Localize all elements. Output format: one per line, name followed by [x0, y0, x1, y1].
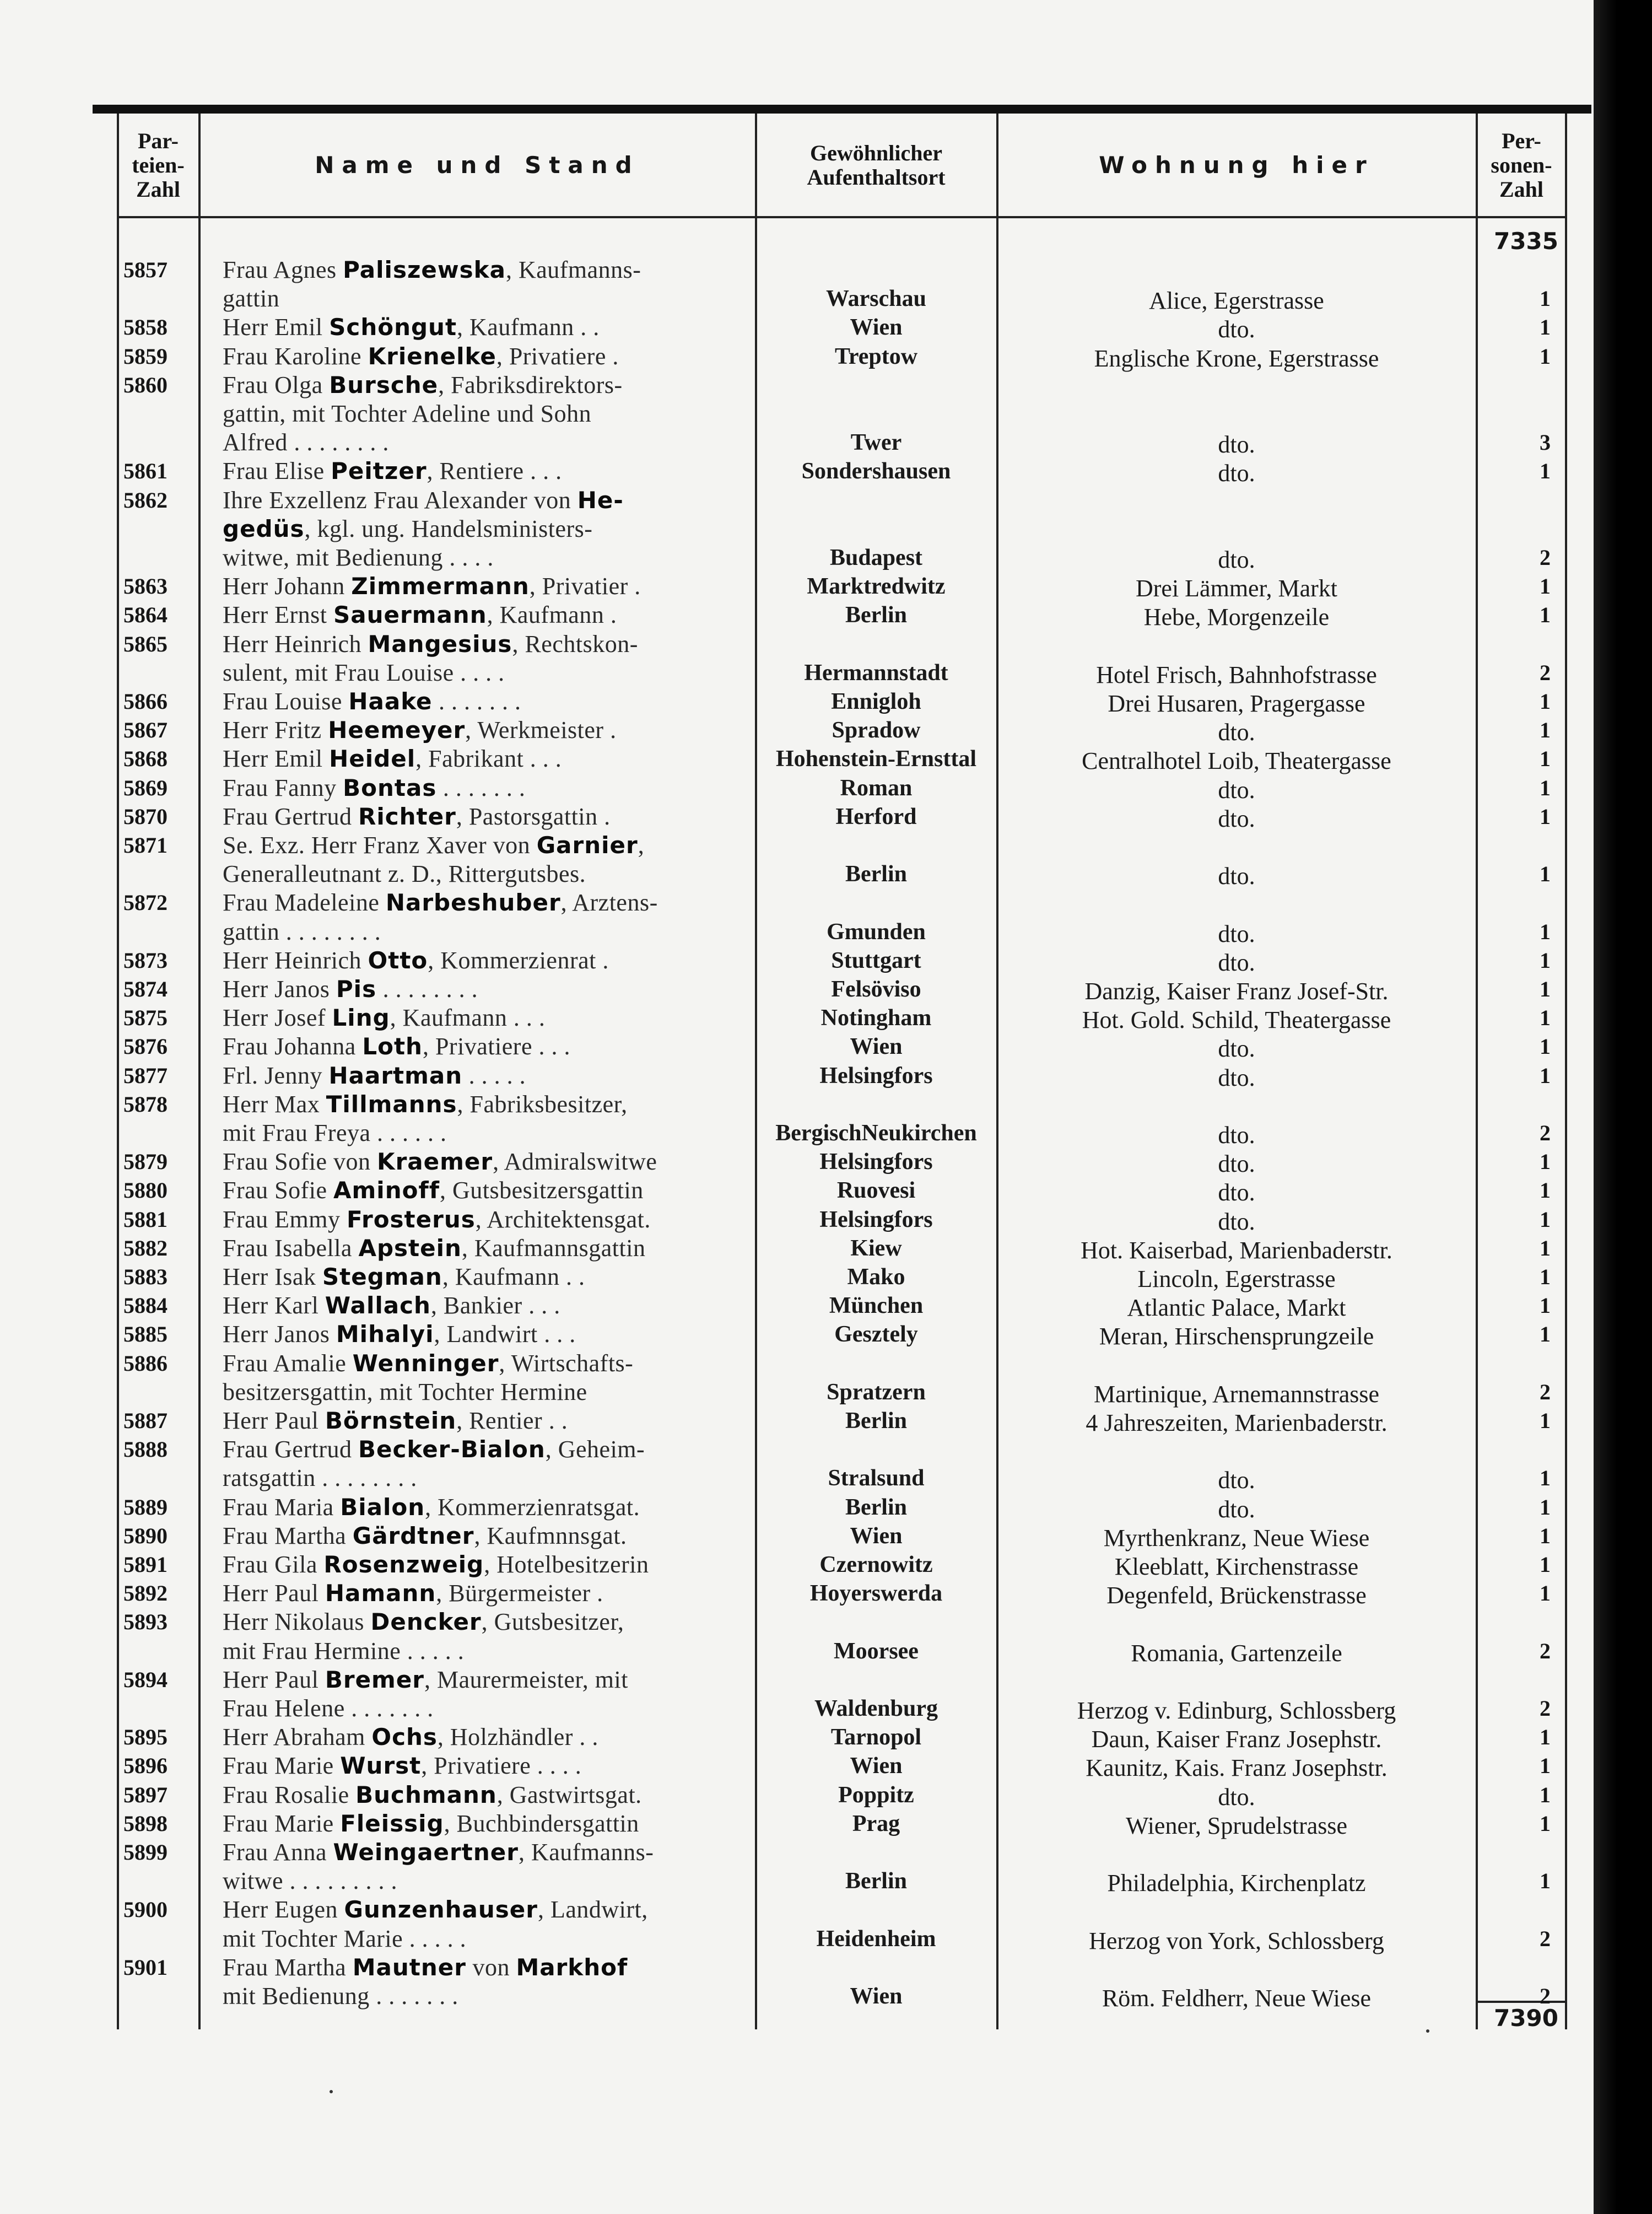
party-number: 5883 [123, 1264, 168, 1289]
entry-origin: Heidenheim [816, 1926, 936, 1952]
entry-origin: Berlin [845, 861, 907, 887]
top-rule [93, 105, 1591, 114]
party-number: 5872 [123, 890, 168, 915]
entry-person-count: 1 [1540, 1753, 1551, 1779]
entry-name-line: Frau Agnes Paliszewska, Kaufmanns- [223, 256, 641, 283]
entry-name-line: Herr Janos Pis . . . . . . . . [223, 976, 478, 1003]
entry-person-count: 1 [1540, 861, 1551, 887]
entry-name-line: Frau Madeleine Narbeshuber, Arztens- [223, 889, 658, 917]
party-number: 5891 [123, 1552, 168, 1577]
party-number: 5878 [123, 1091, 168, 1117]
entry-person-count: 1 [1540, 1466, 1551, 1491]
entry-origin: Stuttgart [831, 947, 921, 973]
entry-residence: dto. [1218, 1495, 1255, 1523]
entry-name-line: gattin . . . . . . . . [223, 918, 381, 945]
entry-residence: Englische Krone, Egerstrasse [1094, 344, 1379, 372]
entry-origin: Hermannstadt [804, 660, 948, 686]
entry-name-line: mit Frau Freya . . . . . . [223, 1119, 447, 1146]
entry-name-line: Frau Elise Peitzer, Rentiere . . . [223, 457, 562, 485]
entry-person-count: 2 [1540, 1926, 1551, 1951]
entry-origin: Twer [850, 430, 902, 456]
entry-person-count: 1 [1540, 286, 1551, 311]
party-number: 5881 [123, 1206, 168, 1232]
entry-person-count: 1 [1540, 1408, 1551, 1433]
entry-name-line: mit Frau Hermine . . . . . [223, 1637, 465, 1664]
entry-name-line: Frau Marie Fleissig, Buchbindersgattin [223, 1809, 639, 1837]
entry-origin: Ennigloh [831, 689, 921, 714]
header-name-and-status: Name und Stand [315, 152, 640, 179]
entry-origin: Helsingfors [819, 1206, 933, 1232]
entry-person-count: 1 [1540, 1293, 1551, 1318]
entry-name-line: Herr Karl Wallach, Bankier . . . [223, 1292, 560, 1319]
entry-name-line: Ihre Exzellenz Frau Alexander von He- [223, 486, 624, 514]
entry-name-line: Herr Emil Schöngut, Kaufmann . . [223, 314, 600, 341]
entry-residence: Hot. Kaiserbad, Marienbaderstr. [1081, 1236, 1392, 1264]
final-total: 7390 [1494, 2005, 1558, 2032]
entry-name-line: Frau Sofie von Kraemer, Admiralswitwe [223, 1148, 657, 1176]
entry-residence: dto. [1218, 863, 1255, 890]
entry-origin: Notingham [820, 1005, 932, 1031]
party-number: 5864 [123, 602, 168, 628]
party-number: 5863 [123, 574, 168, 599]
entry-name-line: mit Tochter Marie . . . . . [223, 1925, 467, 1952]
party-number: 5888 [123, 1437, 168, 1462]
entry-residence: Degenfeld, Brückenstrasse [1106, 1582, 1367, 1609]
party-number: 5874 [123, 977, 168, 1001]
entry-residence: dto. [1218, 460, 1255, 487]
party-number: 5861 [123, 459, 168, 484]
entry-name-line: gedüs, kgl. ung. Handelsministers- [223, 515, 593, 542]
entry-person-count: 1 [1540, 746, 1551, 772]
entry-origin: Roman [840, 775, 913, 801]
entry-residence: dto. [1218, 920, 1255, 947]
entry-residence: Hebe, Morgenzeile [1143, 604, 1330, 631]
entry-person-count: 1 [1540, 1149, 1551, 1175]
entry-residence: Meran, Hirschensprungzeile [1099, 1323, 1374, 1350]
entry-person-count: 2 [1540, 1121, 1551, 1145]
entry-residence: dto. [1218, 1122, 1255, 1149]
entry-residence: Hot. Gold. Schild, Theatergasse [1082, 1006, 1391, 1034]
column-line [198, 114, 201, 2029]
entry-person-count: 1 [1540, 1725, 1551, 1750]
entry-origin: Berlin [845, 602, 907, 628]
party-number: 5900 [123, 1897, 168, 1922]
entry-origin: Wien [850, 1523, 903, 1549]
entry-person-count: 1 [1540, 1494, 1551, 1520]
entry-name-line: Frau Gertrud Becker-Bialon, Geheim- [223, 1436, 645, 1463]
entry-name-line: witwe . . . . . . . . . [223, 1867, 398, 1895]
entry-name-line: sulent, mit Frau Louise . . . . [223, 659, 505, 686]
party-number: 5860 [123, 372, 168, 397]
entry-person-count: 1 [1540, 1034, 1551, 1059]
entry-residence: Alice, Egerstrasse [1149, 287, 1324, 315]
entry-name-line: Alfred . . . . . . . . [223, 429, 389, 456]
entry-person-count: 1 [1540, 343, 1551, 369]
entry-person-count: 2 [1540, 1379, 1551, 1404]
entry-person-count: 1 [1540, 1178, 1551, 1203]
entry-origin: Tarnopol [830, 1725, 922, 1750]
entry-name-line: Frau Helene . . . . . . . [223, 1695, 434, 1722]
entry-name-line: Herr Abraham Ochs, Holzhändler . . [223, 1723, 598, 1751]
party-number: 5890 [123, 1523, 168, 1548]
header-usual-residence: Gewöhnlicher Aufenthaltsort [807, 141, 946, 190]
entry-name-line: Frl. Jenny Haartman . . . . . [223, 1062, 526, 1089]
entry-origin: Kiew [850, 1235, 902, 1261]
entry-residence: dto. [1218, 1783, 1255, 1811]
party-number: 5884 [123, 1293, 168, 1318]
entry-residence: Daun, Kaiser Franz Josephstr. [1091, 1726, 1382, 1753]
party-number: 5859 [123, 343, 168, 369]
entry-person-count: 1 [1540, 574, 1551, 599]
entry-name-line: Herr Fritz Heemeyer, Werkmeister . [223, 717, 617, 744]
header-person-count: Per- sonen- Zahl [1491, 128, 1552, 202]
entry-person-count: 1 [1540, 1552, 1551, 1577]
entry-origin: Wien [850, 1984, 903, 2009]
entry-origin: Waldenburg [814, 1696, 938, 1721]
entry-person-count: 1 [1540, 1206, 1551, 1232]
entry-residence: dto. [1218, 1179, 1255, 1206]
party-number: 5885 [123, 1322, 168, 1347]
entry-person-count: 1 [1540, 718, 1551, 743]
entry-origin: Hoyerswerda [809, 1581, 943, 1607]
entry-residence: Philadelphia, Kirchenplatz [1107, 1870, 1366, 1897]
entry-name-line: Frau Maria Bialon, Kommerzienratsgat. [223, 1493, 640, 1521]
entry-residence: dto. [1218, 949, 1255, 976]
entry-name-line: Herr Ernst Sauermann, Kaufmann . [223, 601, 617, 629]
entry-person-count: 1 [1540, 1005, 1551, 1031]
entry-residence: Kleeblatt, Kirchenstrasse [1114, 1553, 1359, 1580]
column-line [1565, 114, 1567, 2029]
entry-origin: Gesztely [834, 1322, 918, 1348]
entry-name-line: Frau Louise Haake . . . . . . . [223, 688, 521, 715]
entry-origin: Moorsee [834, 1638, 919, 1664]
party-number: 5857 [123, 257, 168, 282]
entry-name-line: Frau Anna Weingaertner, Kaufmanns- [223, 1839, 654, 1866]
party-number: 5897 [123, 1782, 168, 1807]
entry-person-count: 1 [1540, 775, 1551, 800]
entry-origin: Wien [850, 315, 903, 341]
entry-name-line: Frau Martha Mautner von Markhof [223, 1953, 628, 1981]
entry-name-line: Frau Rosalie Buchmann, Gastwirtsgat. [223, 1781, 642, 1808]
party-number: 5901 [123, 1954, 168, 1980]
entry-residence: Herzog von York, Schlossberg [1089, 1927, 1384, 1954]
entry-name-line: Frau Gila Rosenzweig, Hotelbesitzerin [223, 1551, 649, 1578]
party-number: 5871 [123, 833, 168, 858]
entry-person-count: 1 [1540, 459, 1551, 484]
entry-residence: Centralhotel Loib, Theatergasse [1082, 747, 1391, 775]
entry-person-count: 1 [1540, 689, 1551, 714]
entry-residence: Wiener, Sprudelstrasse [1125, 1812, 1348, 1839]
entry-name-line: Herr Emil Heidel, Fabrikant . . . [223, 745, 562, 773]
entry-person-count: 1 [1540, 947, 1551, 973]
entry-name-line: Frau Olga Bursche, Fabriksdirektors- [223, 371, 623, 398]
party-number: 5882 [123, 1235, 168, 1260]
entry-person-count: 1 [1540, 1782, 1551, 1807]
entry-residence: Kaunitz, Kais. Franz Josephstr. [1086, 1754, 1388, 1782]
entry-person-count: 1 [1540, 1322, 1551, 1347]
entry-origin: Stralsund [828, 1466, 925, 1491]
entry-origin: Gmunden [827, 919, 926, 945]
party-number: 5873 [123, 947, 168, 973]
entry-residence: Lincoln, Egerstrasse [1137, 1265, 1336, 1292]
entry-name-line: besitzersgattin, mit Tochter Hermine [223, 1378, 587, 1405]
party-number: 5879 [123, 1149, 168, 1175]
entry-residence: Hotel Frisch, Bahnhofstrasse [1096, 661, 1377, 688]
entry-residence: 4 Jahreszeiten, Marienbaderstr. [1086, 1409, 1388, 1436]
entry-residence: dto. [1218, 1035, 1255, 1063]
entry-name-line: Herr Eugen Gunzenhauser, Landwirt, [223, 1896, 648, 1924]
entry-name-line: Herr Heinrich Mangesius, Rechtskon- [223, 630, 638, 658]
entry-residence: Drei Lämmer, Markt [1136, 575, 1337, 602]
party-number: 5892 [123, 1581, 168, 1606]
entry-name-line: Frau Fanny Bontas . . . . . . . [223, 774, 526, 801]
entry-person-count: 1 [1540, 1523, 1551, 1548]
entry-person-count: 2 [1540, 660, 1551, 685]
entry-origin: Sondershausen [801, 459, 951, 484]
entry-origin: Marktredwitz [807, 574, 946, 600]
entry-person-count: 2 [1540, 1638, 1551, 1663]
entry-origin: Prag [852, 1811, 900, 1836]
entry-origin: Warschau [825, 286, 927, 312]
entry-name-line: Herr Nikolaus Dencker, Gutsbesitzer, [223, 1608, 624, 1636]
entry-residence: dto. [1218, 805, 1255, 832]
carry-over-total: 7335 [1494, 228, 1558, 255]
party-number: 5869 [123, 775, 168, 800]
entry-residence: dto. [1218, 719, 1255, 746]
entry-residence: dto. [1218, 1208, 1255, 1235]
paper-speck [1426, 2029, 1429, 2033]
entry-residence: dto. [1218, 1467, 1255, 1494]
entry-origin: Berlin [845, 1868, 907, 1894]
entry-origin: Budapest [829, 545, 923, 570]
entry-person-count: 2 [1540, 1984, 1551, 2008]
entry-person-count: 3 [1540, 430, 1551, 455]
entry-person-count: 1 [1540, 315, 1551, 340]
entry-residence: dto. [1218, 1064, 1255, 1091]
entry-person-count: 1 [1540, 602, 1551, 628]
entry-residence: dto. [1218, 431, 1255, 459]
entry-name-line: ratsgattin . . . . . . . . [223, 1464, 417, 1492]
entry-origin: Herford [835, 804, 917, 829]
entry-origin: Helsingfors [819, 1063, 933, 1089]
entry-residence: Röm. Feldherr, Neue Wiese [1102, 1985, 1372, 2012]
party-number: 5870 [123, 804, 168, 829]
entry-person-count: 1 [1540, 1811, 1551, 1836]
party-number: 5866 [123, 689, 168, 714]
entry-name-line: Frau Martha Gärdtner, Kaufmnnsgat. [223, 1522, 627, 1549]
party-number: 5887 [123, 1408, 168, 1433]
paper-speck [330, 2090, 333, 2093]
entry-origin: Ruovesi [836, 1178, 916, 1204]
header-party-number: Par- teien- Zahl [132, 128, 185, 202]
header-rule [117, 216, 1567, 218]
entry-name-line: Frau Marie Wurst, Privatiere . . . . [223, 1752, 582, 1780]
entry-name-line: gattin, mit Tochter Adeline und Sohn [223, 400, 592, 427]
entry-origin: Poppitz [838, 1782, 914, 1808]
entry-residence: dto. [1218, 316, 1255, 343]
party-number: 5862 [123, 487, 168, 513]
scan-edge [1594, 0, 1652, 2214]
entry-name-line: Herr Johann Zimmermann, Privatier . [223, 573, 641, 600]
column-line [117, 114, 119, 2029]
party-number: 5886 [123, 1350, 168, 1376]
entry-origin: Czernowitz [819, 1552, 933, 1577]
entry-residence: Myrthenkranz, Neue Wiese [1103, 1524, 1370, 1552]
entry-origin: Spratzern [827, 1379, 926, 1405]
entry-origin: München [829, 1293, 924, 1319]
entry-residence: dto. [1218, 1150, 1255, 1178]
entry-origin: Wien [850, 1034, 903, 1060]
entry-residence: Romania, Gartenzeile [1131, 1639, 1342, 1667]
party-number: 5895 [123, 1725, 168, 1750]
entry-origin: Berlin [845, 1408, 907, 1434]
party-number: 5899 [123, 1840, 168, 1865]
party-number: 5877 [123, 1063, 168, 1088]
party-number: 5867 [123, 718, 168, 743]
entry-name-line: Frau Johanna Loth, Privatiere . . . [223, 1033, 570, 1060]
entry-name-line: Frau Isabella Apstein, Kaufmannsgattin [223, 1234, 646, 1262]
party-number: 5868 [123, 746, 168, 772]
entry-person-count: 2 [1540, 1696, 1551, 1721]
entry-name-line: Herr Josef Ling, Kaufmann . . . [223, 1004, 546, 1032]
entry-name-line: Herr Paul Börnstein, Rentier . . [223, 1407, 568, 1434]
entry-name-line: Generalleutnant z. D., Rittergutsbes. [223, 860, 586, 888]
entry-person-count: 1 [1540, 1235, 1551, 1260]
entry-person-count: 1 [1540, 804, 1551, 829]
entry-name-line: Frau Gertrud Richter, Pastorsgattin . [223, 802, 611, 830]
entry-residence: Herzog v. Edinburg, Schlossberg [1077, 1697, 1396, 1724]
entry-residence: Drei Husaren, Pragergasse [1108, 690, 1365, 717]
entry-person-count: 1 [1540, 1264, 1551, 1289]
party-number: 5865 [123, 631, 168, 656]
entry-origin: Treptow [834, 343, 918, 369]
entry-name-line: Frau Sofie Aminoff, Gutsbesitzersgattin [223, 1177, 644, 1204]
entry-residence: dto. [1218, 546, 1255, 573]
entry-name-line: Herr Isak Stegman, Kaufmann . . [223, 1263, 585, 1290]
entry-name-line: gattin [223, 285, 280, 313]
entry-residence: dto. [1218, 776, 1255, 804]
entry-person-count: 1 [1540, 1063, 1551, 1088]
entry-origin: Mako [847, 1264, 905, 1290]
party-number: 5893 [123, 1609, 168, 1635]
party-number: 5876 [123, 1034, 168, 1059]
entry-residence: Danzig, Kaiser Franz Josef-Str. [1084, 978, 1389, 1005]
party-number: 5880 [123, 1178, 168, 1203]
entry-name-line: Herr Paul Bremer, Maurermeister, mit [223, 1666, 628, 1693]
entry-origin: Wien [850, 1753, 903, 1779]
party-number: 5889 [123, 1494, 168, 1520]
party-number: 5894 [123, 1667, 168, 1692]
party-number: 5896 [123, 1753, 168, 1779]
entry-origin: Felsöviso [831, 977, 921, 1002]
header-local-address: Wohnung hier [1099, 152, 1374, 179]
entry-name-line: Herr Janos Mihalyi, Landwirt . . . [223, 1321, 576, 1348]
entry-name-line: Herr Max Tillmanns, Fabriksbesitzer, [223, 1090, 628, 1118]
entry-origin: Hohenstein-Ernsttal [775, 746, 976, 772]
entry-name-line: Herr Paul Hamann, Bürgermeister . [223, 1580, 603, 1607]
party-number: 5858 [123, 315, 168, 340]
party-number: 5875 [123, 1005, 168, 1031]
entry-origin: Spradow [832, 718, 921, 744]
entry-name-line: mit Bedienung . . . . . . . [223, 1983, 458, 2010]
entry-person-count: 2 [1540, 545, 1551, 570]
entry-residence: Martinique, Arnemannstrasse [1093, 1380, 1380, 1408]
entry-person-count: 1 [1540, 1868, 1551, 1894]
entry-origin: Helsingfors [819, 1149, 933, 1175]
entry-person-count: 1 [1540, 977, 1551, 1001]
entry-person-count: 1 [1540, 919, 1551, 944]
entry-person-count: 1 [1540, 1581, 1551, 1606]
entry-name-line: Frau Amalie Wenninger, Wirtschafts- [223, 1349, 634, 1377]
entry-name-line: witwe, mit Bedienung . . . . [223, 544, 494, 571]
entry-origin: Berlin [845, 1494, 907, 1520]
entry-origin: BergischNeukirchen [775, 1121, 977, 1146]
entry-name-line: Frau Karoline Krienelke, Privatiere . [223, 342, 619, 370]
entry-name-line: Herr Heinrich Otto, Kommerzienrat . [223, 946, 609, 974]
party-number: 5898 [123, 1811, 168, 1836]
entry-name-line: Frau Emmy Frosterus, Architektensgat. [223, 1205, 651, 1233]
entry-residence: Atlantic Palace, Markt [1127, 1294, 1346, 1322]
entry-name-line: Se. Exz. Herr Franz Xaver von Garnier, [223, 832, 645, 859]
